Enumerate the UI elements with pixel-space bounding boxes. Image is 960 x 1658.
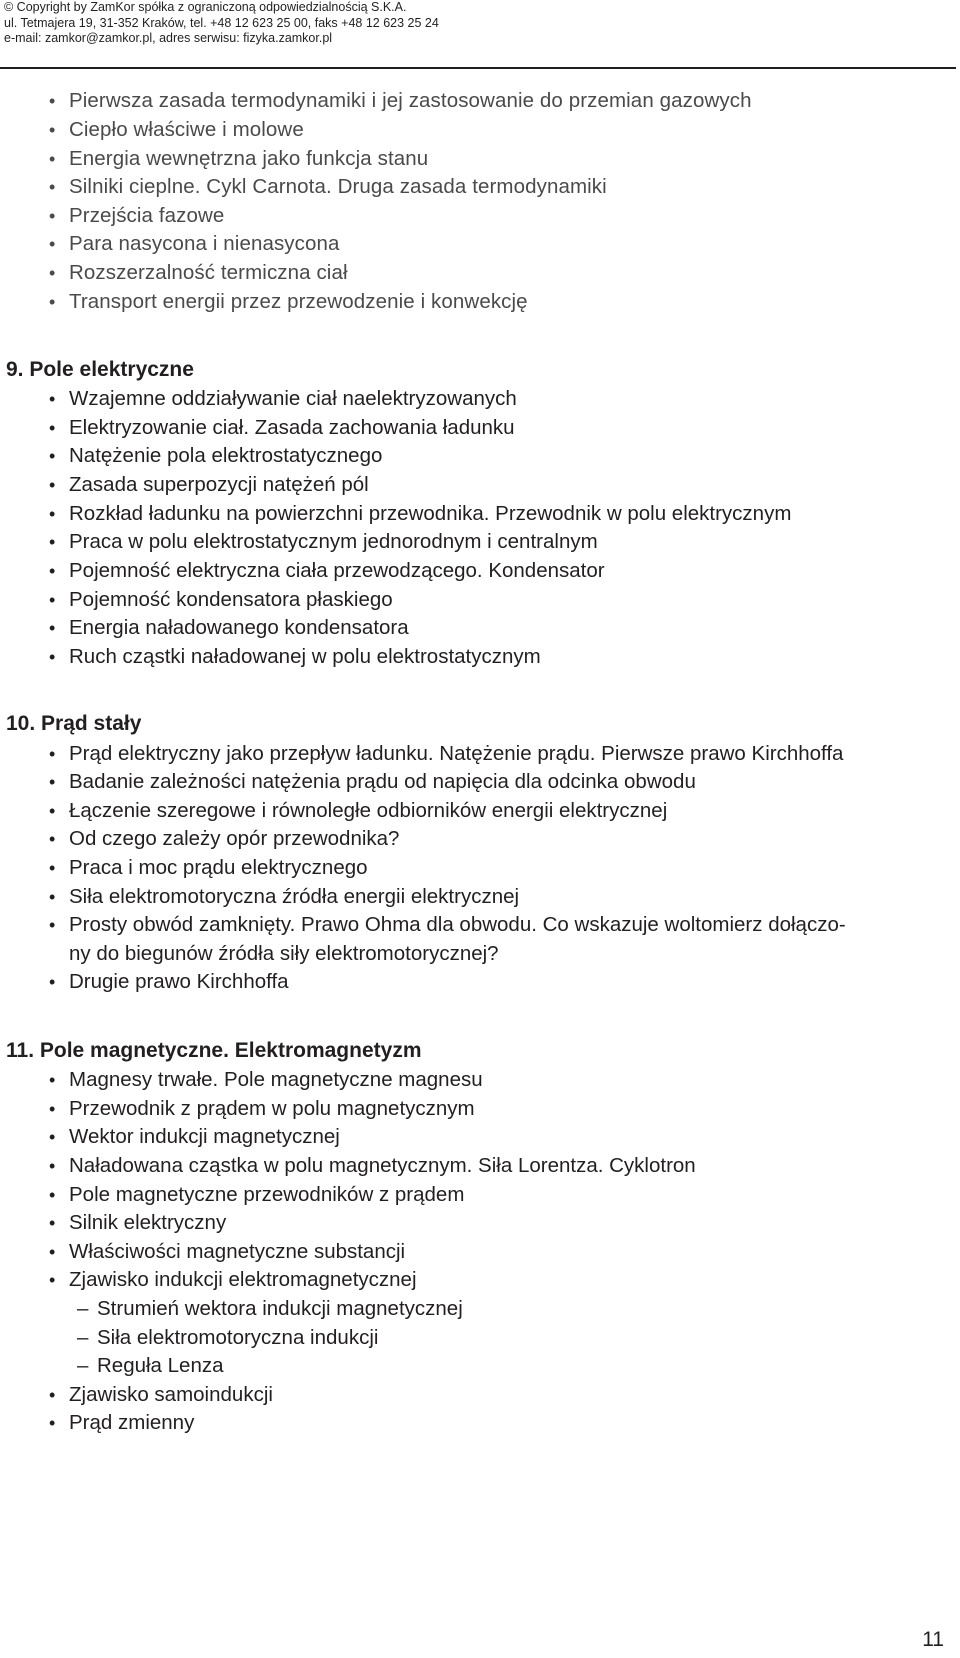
bullet-icon: • <box>49 1213 56 1233</box>
list-item: • Pojemność kondensatora płaskiego <box>69 585 949 615</box>
bullet-icon: • <box>49 234 56 254</box>
bullet-icon: • <box>49 858 56 878</box>
list-item: • Badanie zależności natężenia prądu od napięcia dla odcinka obwodu <box>69 767 949 797</box>
list-item: • Od czego zależy opór przewodnika? <box>69 824 949 854</box>
copyright-notice <box>4 0 439 47</box>
bullet-icon: • <box>49 475 56 495</box>
dash-icon: – <box>77 1354 89 1377</box>
list-item: • Pierwsza zasada termodynamiki i jej zastosowanie do przemian gazowych <box>69 86 949 116</box>
bullet-icon: • <box>49 418 56 438</box>
list-item: • Łączenie szeregowe i równoległe odbiorników energii elektrycznej <box>69 796 949 826</box>
bullet-icon: • <box>49 915 56 935</box>
bullet-icon: • <box>49 1070 56 1090</box>
section-heading: 10. Prąd stały <box>6 712 142 735</box>
bullet-icon: • <box>49 1413 56 1433</box>
list-item: • Zjawisko indukcji elektromagnetycznej <box>69 1265 949 1295</box>
list-item: • Drugie prawo Kirchhoffa <box>69 967 949 997</box>
list-item: • Para nasycona i nienasycona <box>69 229 949 259</box>
bullet-icon: • <box>49 590 56 610</box>
bullet-icon: • <box>49 149 56 169</box>
bullet-icon: • <box>49 263 56 283</box>
bullet-icon: • <box>49 1270 56 1290</box>
bullet-icon: • <box>49 772 56 792</box>
list-item: • Rozkład ładunku na powierzchni przewodnika. Przewodnik w polu elektrycznym <box>69 499 949 529</box>
list-item: • Elektryzowanie ciał. Zasada zachowania ładunku <box>69 413 949 443</box>
list-item: • Wektor indukcji magnetycznej <box>69 1122 949 1152</box>
dash-icon: – <box>77 1326 89 1349</box>
bullet-icon: • <box>49 1185 56 1205</box>
bullet-icon: • <box>49 532 56 552</box>
bullet-icon: • <box>49 829 56 849</box>
bullet-icon: • <box>49 1099 56 1119</box>
list-item: • Energia naładowanego kondensatora <box>69 613 949 643</box>
sub-list-item: – Siła elektromotoryczna indukcji <box>77 1323 378 1353</box>
list-item: • Praca i moc prądu elektrycznego <box>69 853 949 883</box>
list-item: • Prąd zmienny <box>69 1408 949 1438</box>
bullet-icon: • <box>49 1156 56 1176</box>
list-item: • Przewodnik z prądem w polu magnetycznym <box>69 1094 949 1124</box>
list-item: • Prosty obwód zamknięty. Prawo Ohma dla obwodu. Co wskazuje woltomierz dołączo- <box>69 910 949 940</box>
bullet-icon: • <box>49 618 56 638</box>
list-item: • Ruch cząstki naładowanej w polu elektrostatycznym <box>69 642 949 672</box>
list-item: • Praca w polu elektrostatycznym jednorodnym i centralnym <box>69 527 949 557</box>
bullet-icon: • <box>49 647 56 667</box>
dash-icon: – <box>77 1297 89 1320</box>
address-line: ul. Tetmajera 19, 31-352 Kraków, tel. +48 12 623 25 00, faks +48 12 623 25 24 <box>4 15 439 30</box>
header-divider <box>0 67 956 69</box>
bullet-icon: • <box>49 177 56 197</box>
bullet-icon: • <box>49 389 56 409</box>
list-item: • Energia wewnętrzna jako funkcja stanu <box>69 144 949 174</box>
list-item: • Właściwości magnetyczne substancji <box>69 1237 949 1267</box>
bullet-icon: • <box>49 120 56 140</box>
list-item: • Magnesy trwałe. Pole magnetyczne magnesu <box>69 1065 949 1095</box>
section-heading: 11. Pole magnetyczne. Elektromagnetyzm <box>6 1039 422 1062</box>
list-item: • Ciepło właściwe i molowe <box>69 115 949 145</box>
list-item: • Wzajemne oddziaływanie ciał naelektryzowanych <box>69 384 949 414</box>
list-item: • Zasada superpozycji natężeń pól <box>69 470 949 500</box>
bullet-icon: • <box>49 1127 56 1147</box>
bullet-icon: • <box>49 744 56 764</box>
list-item: • Silniki cieplne. Cykl Carnota. Druga zasada termodynamiki <box>69 172 949 202</box>
sub-list-item: – Reguła Lenza <box>77 1351 224 1381</box>
list-item: • Rozszerzalność termiczna ciał <box>69 258 949 288</box>
list-item: • Pojemność elektryczna ciała przewodzącego. Kondensator <box>69 556 949 586</box>
bullet-icon: • <box>49 887 56 907</box>
bullet-icon: • <box>49 1242 56 1262</box>
list-item: • Silnik elektryczny <box>69 1208 949 1238</box>
list-item: • Prąd elektryczny jako przepływ ładunku. Natężenie prądu. Pierwsze prawo Kirchhoffa <box>69 739 949 769</box>
copyright-line: © Copyright by ZamKor spółka z ograniczoną odpowiedzialnością S.K.A. <box>4 0 407 14</box>
section-heading: 9. Pole elektryczne <box>6 358 194 381</box>
list-item: • Pole magnetyczne przewodników z prądem <box>69 1180 949 1210</box>
list-item: • Przejścia fazowe <box>69 201 949 231</box>
bullet-icon: • <box>49 801 56 821</box>
contact-line: e-mail: zamkor@zamkor.pl, adres serwisu: fizyka.zamkor.pl <box>4 31 333 45</box>
sub-list-item: – Strumień wektora indukcji magnetycznej <box>77 1294 463 1324</box>
list-item: • Naładowana cząstka w polu magnetycznym. Siła Lorentza. Cyklotron <box>69 1151 949 1181</box>
bullet-icon: • <box>49 561 56 581</box>
bullet-icon: • <box>49 292 56 312</box>
bullet-icon: • <box>49 504 56 524</box>
bullet-icon: • <box>49 91 56 111</box>
list-item-continuation: ny do biegunów źródła siły elektromotorycznej? <box>69 942 499 965</box>
bullet-icon: • <box>49 446 56 466</box>
bullet-icon: • <box>49 206 56 226</box>
list-item: • Natężenie pola elektrostatycznego <box>69 441 949 471</box>
page-number: 11 <box>922 1628 944 1651</box>
list-item: • Zjawisko samoindukcji <box>69 1380 949 1410</box>
bullet-icon: • <box>49 972 56 992</box>
list-item: • Transport energii przez przewodzenie i konwekcję <box>69 287 949 317</box>
list-item: • Siła elektromotoryczna źródła energii elektrycznej <box>69 882 949 912</box>
bullet-icon: • <box>49 1385 56 1405</box>
